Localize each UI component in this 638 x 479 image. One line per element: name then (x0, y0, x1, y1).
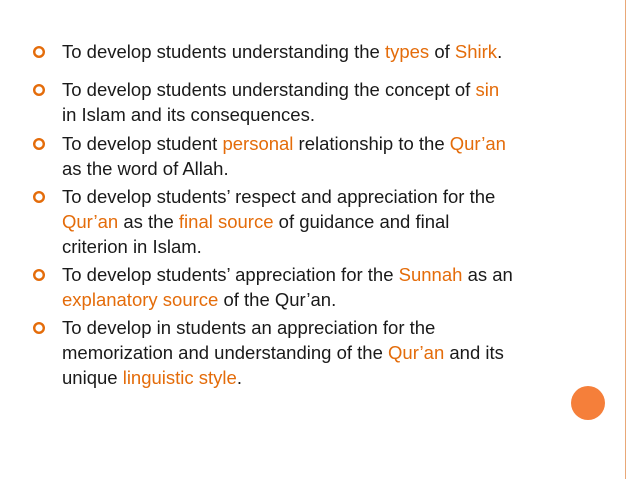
highlighted-term: Qur’an (62, 211, 119, 232)
text-run: of the Qur’an. (218, 289, 337, 310)
highlighted-term: Sunnah (398, 264, 463, 285)
text-run: . (497, 41, 503, 62)
text-run: relationship to the (293, 133, 450, 154)
bullet-line (62, 156, 506, 181)
highlighted-term: types (384, 41, 430, 62)
text-run: unique (62, 367, 123, 388)
bullet-line (62, 365, 504, 390)
text-run: To develop students understanding the (62, 41, 385, 62)
bullet-line (62, 315, 504, 340)
text-run: of (429, 41, 455, 62)
bullet-text (62, 262, 513, 312)
bullet-line (62, 234, 495, 259)
highlighted-term: Qur’an (449, 133, 506, 154)
decorative-circle (571, 386, 605, 420)
highlighted-term: sin (475, 79, 500, 100)
ring-bullet-icon (32, 321, 46, 335)
ring-bullet-icon (32, 190, 46, 204)
text-run: as an (462, 264, 513, 285)
text-run: To develop students’ appreciation for the (62, 264, 399, 285)
bullet-line (62, 184, 495, 209)
highlighted-term: Qur’an (388, 342, 445, 363)
slide-border-line (625, 0, 626, 479)
text-run: To develop students’ respect and appreciation for the (62, 186, 496, 207)
bullet-text (62, 39, 502, 64)
text-run: To develop students understanding the concept of (62, 79, 476, 100)
bullet-text (62, 315, 504, 390)
highlighted-term: personal (222, 133, 294, 154)
text-run: in Islam and its consequences. (62, 104, 315, 125)
bullet-line (62, 262, 513, 287)
ring-bullet-icon (32, 137, 46, 151)
ring-bullet-icon (32, 83, 46, 97)
highlighted-term: final source (178, 211, 274, 232)
text-run: as the word of Allah. (62, 158, 229, 179)
text-run: criterion in Islam. (62, 236, 202, 257)
ring-bullet-icon (32, 268, 46, 282)
bullet-line (62, 287, 513, 312)
text-run: . (236, 367, 242, 388)
bullet-line (62, 39, 502, 64)
bullet-line (62, 340, 504, 365)
text-run: To develop student (62, 133, 223, 154)
bullet-line (62, 77, 499, 102)
bullet-line (62, 102, 499, 127)
text-run: of guidance and final (273, 211, 450, 232)
highlighted-term: explanatory source (62, 289, 219, 310)
text-run: memorization and understanding of the (62, 342, 389, 363)
highlighted-term: Shirk (454, 41, 498, 62)
text-run: To develop in students an appreciation for the (62, 317, 436, 338)
bullet-text (62, 184, 495, 259)
text-run: as the (118, 211, 179, 232)
bullet-line (62, 209, 495, 234)
bullet-text (62, 131, 506, 181)
highlighted-term: linguistic style (122, 367, 237, 388)
bullet-line (62, 131, 506, 156)
ring-bullet-icon (32, 45, 46, 59)
bullet-text (62, 77, 499, 127)
text-run: and its (444, 342, 504, 363)
